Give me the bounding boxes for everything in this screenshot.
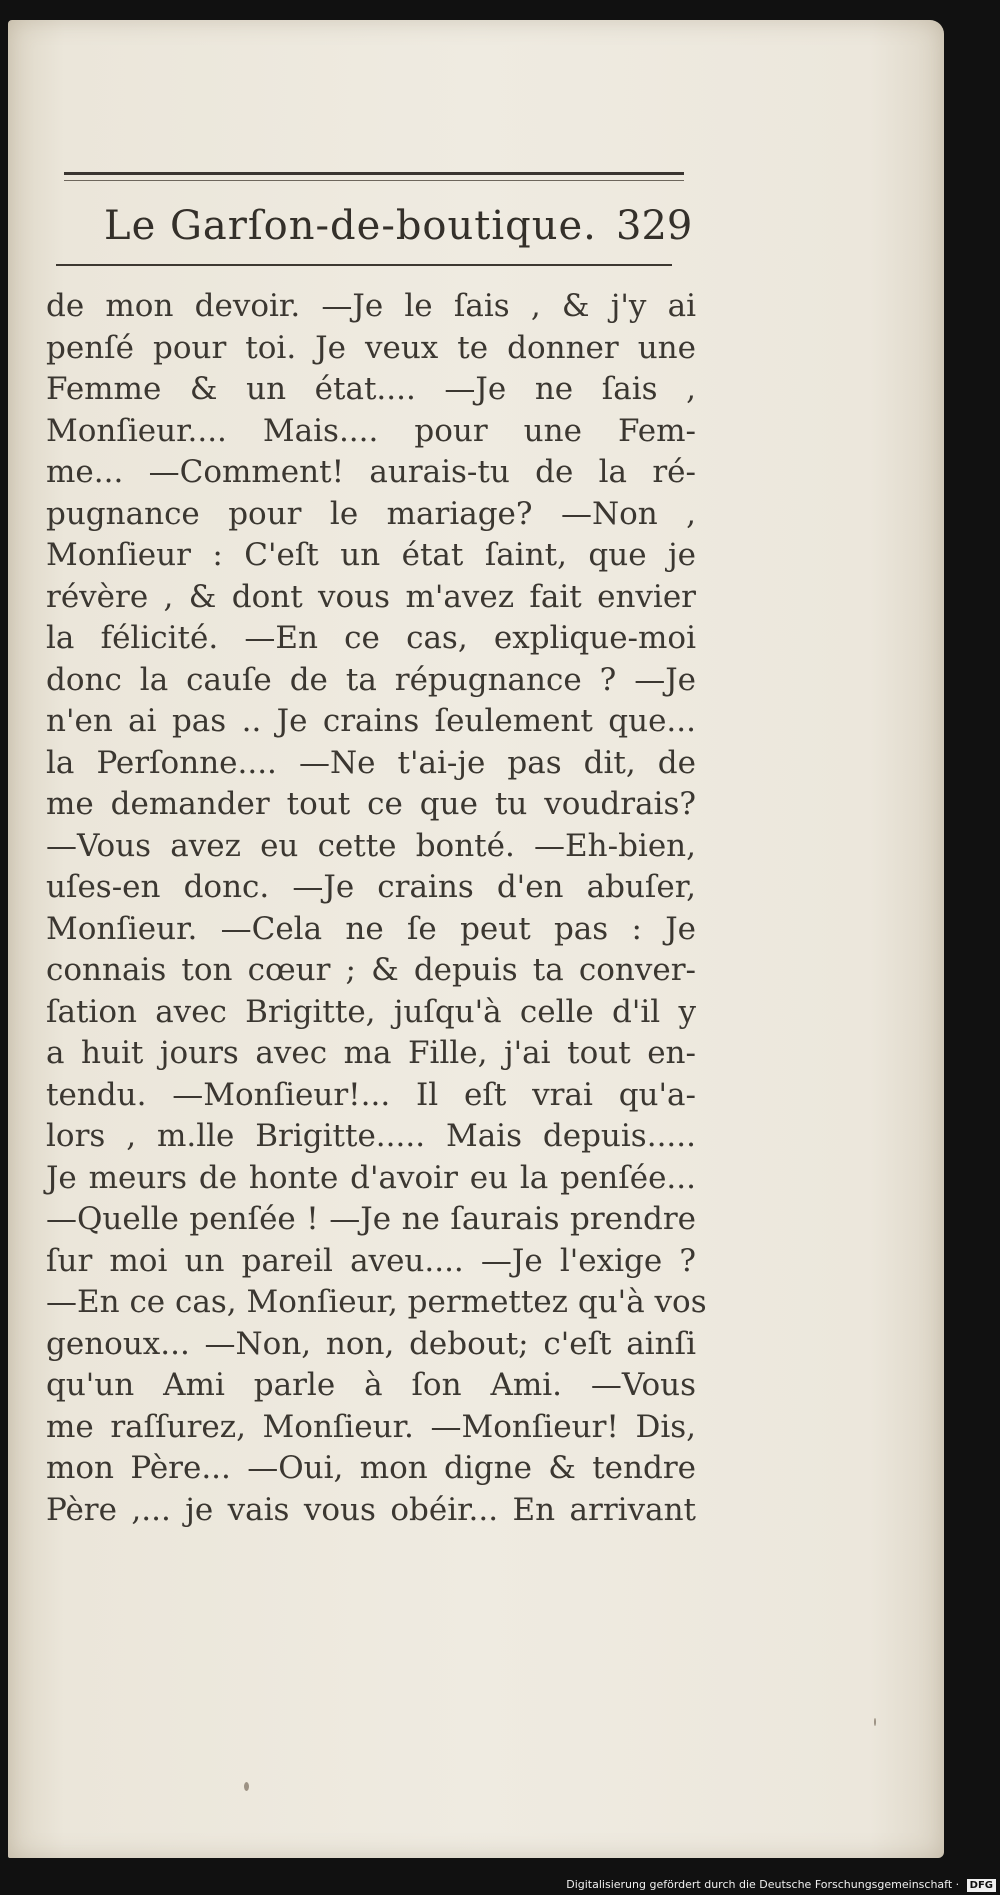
text-line: de mon devoir. —Je le ſais , & j'y ai [46,288,696,324]
text-line: donc la cauſe de ta répugnance ? —Je [46,661,696,698]
text-line: me demander tout ce que tu voudrais? [46,786,696,822]
text-line: me... —Comment! aurais-tu de la ré- [46,454,696,490]
text-line: a huit jours avec ma Fille, j'ai tout en- [46,1035,696,1071]
text-line: genoux... —Non, non, debout; c'eſt ainſi [46,1325,696,1362]
running-title: Le Garſon-de-boutique. [104,203,597,249]
text-line: révère , & dont vous m'avez fait envier [46,578,696,615]
text-line: tendu. —Monſieur!... Il eſt vrai qu'a- [46,1076,696,1113]
text-line: Monſieur.... Mais.... pour une Fem- [46,412,696,449]
text-line: Je meurs de honte d'avoir eu la penſée... [46,1159,696,1196]
text-line: —Vous avez eu cette bonté. —Eh-bien, [46,827,696,864]
text-line: Père ,... je vais vous obéir... En arrivant [46,1491,696,1528]
text-line: connais ton cœur ; & depuis ta conver- [46,952,696,988]
text-line: Monſieur : C'eſt un état ſaint, que je [46,537,696,573]
digitization-credit [566,1877,996,1893]
text-line: penſé pour toi. Je veux te donner une [46,329,696,366]
header-ornament-rule-thin [64,180,684,181]
credit-text: Digitalisierung gefördert durch die Deutsche Forschungsgemeinschaft · [566,1878,960,1891]
text-line: —En ce cas, Monſieur, permettez qu'à vos [46,1284,707,1320]
paper-speck [244,1782,249,1791]
text-line: mon Père... —Oui, mon digne & tendre [46,1450,696,1486]
text-line: me raſſurez, Monſieur. —Monſieur! Dis, [46,1408,696,1445]
text-line: —Quelle penſée ! —Je ne ſaurais prendre [46,1201,696,1237]
paper-speck [874,1718,876,1726]
header-ornament-rule [64,172,684,175]
text-line: la félicité. —En ce cas, explique-moi [46,620,696,656]
text-line: n'en ai pas .. Je crains ſeulement que... [46,703,696,739]
page-number: 329 [616,203,693,249]
text-line: qu'un Ami parle à ſon Ami. —Vous [46,1367,696,1403]
text-line: Monſieur. —Cela ne ſe peut pas : Je [46,910,696,947]
dfg-logo: DFG [967,1879,996,1892]
text-line: ſur moi un pareil aveu.... —Je l'exige ? [46,1242,696,1279]
text-line: ſation avec Brigitte, juſqu'à celle d'il y [46,993,696,1030]
body-text [46,286,707,1531]
header-underline-rule [56,264,672,266]
text-line: lors , m.lle Brigitte..... Mais depuis..... [46,1118,696,1154]
text-line: uſes-en donc. —Je crains d'en abuſer, [46,869,696,905]
text-line: Femme & un état.... —Je ne ſais , [46,371,696,407]
text-line: la Perſonne.... —Ne t'ai-je pas dit, de [46,744,696,781]
book-page [8,20,944,1858]
page-header [48,203,698,263]
text-line: pugnance pour le mariage? —Non , [46,495,696,532]
